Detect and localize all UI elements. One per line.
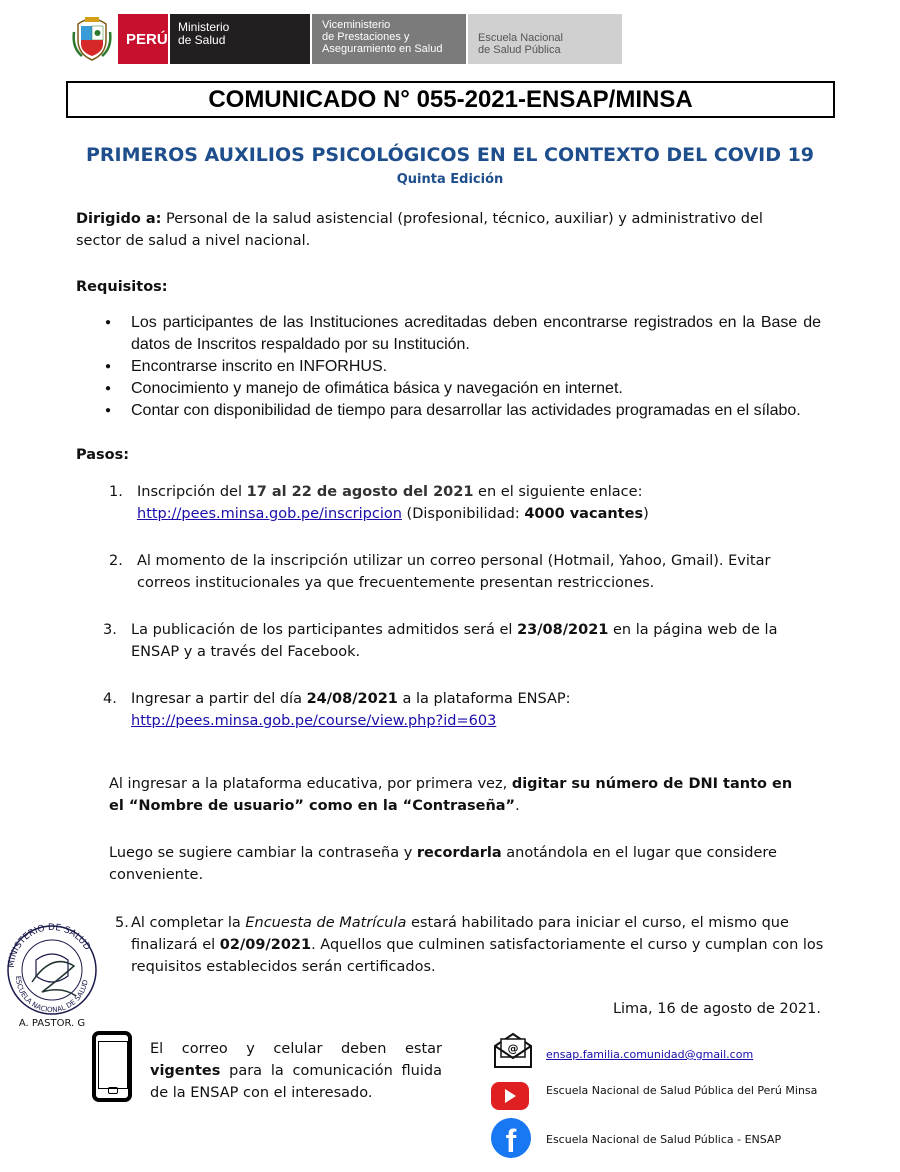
svg-text:MINISTERIO DE SALUD (7, 923, 92, 968)
paso-item-3: 3. La publicación de los participantes admitidos será el 23/08/2021 en la página web de la ENSAP y a través del Facebook. (103, 622, 778, 660)
password-note: Luego se sugiere cambiar la contraseña y recordarla anotándola en el lugar que considere conveniente. (109, 845, 777, 883)
inscripcion-link[interactable]: http://pees.minsa.gob.pe/inscripcion (137, 506, 402, 522)
paso-item-1: 1. Inscripción del 17 al 22 de agosto del 2021 en el siguiente enlace: http://pees.minsa.gob.pe/inscripcion (Disponibilidad: 4000 vacantes) (109, 484, 649, 522)
youtube-channel[interactable]: Escuela Nacional de Salud Pública del Perú Minsa (546, 1084, 818, 1097)
paso-item-5: 5. Al completar la Encuesta de Matrícula estará habilitado para iniciar el curso, el mismo que finalizará el 02/09/2021. Aquellos que culminen satisfactoriamente el curso y cumplan con los requisitos establecidos serán certificados. (115, 915, 824, 975)
youtube-icon (491, 1082, 529, 1110)
facebook-icon: f (491, 1118, 531, 1158)
phone-icon (92, 1031, 132, 1102)
requisito-item: ● Contar con disponibilidad de tiempo para desarrollar las actividades programadas en el sílabo. (105, 402, 801, 419)
escuela-label: Escuela Nacional de Salud Pública (468, 14, 622, 64)
email-icon (492, 1032, 534, 1070)
course-title: PRIMEROS AUXILIOS PSICOLÓGICOS EN EL CONTEXTO DEL COVID 19 (85, 144, 815, 166)
email-link[interactable]: ensap.familia.comunidad@gmail.com (546, 1048, 754, 1061)
peru-label: PERÚ (118, 14, 168, 64)
stamp-ring-top: MINISTERIO DE SALUD (6, 922, 92, 969)
requisito-item: ● Encontrarse inscrito en INFORHUS. (105, 358, 388, 375)
paso-item-2: 2. Al momento de la inscripción utilizar un correo personal (Hotmail, Yahoo, Gmail). Evitar correos institucionales ya que frecuentemente presentan restricciones. (109, 553, 771, 591)
pasos-heading: Pasos: (76, 447, 130, 463)
requisitos-heading: Requisitos: (76, 279, 168, 295)
svg-text:ESCUELA NACIONAL DE SALUD (14, 976, 90, 1015)
requisito-item: ● Conocimiento y manejo de ofimática básica y navegación en internet. (105, 380, 623, 397)
course-link[interactable]: http://pees.minsa.gob.pe/course/view.php?id=603 (131, 713, 497, 729)
ministerio-label: Ministerio de Salud (170, 14, 310, 64)
official-stamp (2, 922, 102, 1030)
stamp-ring-bottom: ESCUELA NACIONAL DE SALUD (13, 975, 90, 1015)
svg-text:@: @ (507, 1042, 519, 1055)
paso-item-4: 4. Ingresar a partir del día 24/08/2021 a la plataforma ENSAP: http://pees.minsa.gob.pe/course/view.php?id=603 (103, 691, 571, 729)
header-banner (72, 14, 622, 64)
stamp-signer: A. PASTOR. G (18, 1018, 86, 1029)
edition-label: Quinta Edición (396, 172, 504, 187)
date-line: Lima, 16 de agosto de 2021. (612, 1001, 821, 1017)
requisito-item: ● Los participantes de las Instituciones acreditadas deben encontrarse registrados en la Base de datos de Inscritos respaldado por su Institución. (105, 314, 821, 353)
facebook-page[interactable]: Escuela Nacional de Salud Pública - ENSAP (546, 1133, 782, 1146)
document-title: COMUNICADO N° 055-2021-ENSAP/MINSA (66, 81, 835, 118)
contact-note: El correo y celular deben estar vigentes para la comunicación fluida de la ENSAP con el interesado. (150, 1041, 442, 1101)
viceministerio-label: Viceministerio de Prestaciones y Aseguramiento en Salud (312, 14, 466, 64)
coat-of-arms-icon (72, 14, 112, 62)
dni-note: Al ingresar a la plataforma educativa, por primera vez, digitar su número de DNI tanto en el “Nombre de usuario” como en la “Contraseña”. (109, 776, 793, 814)
dirigido-paragraph: Dirigido a: Personal de la salud asistencial (profesional, técnico, auxiliar) y administrativo del sector de salud a nivel nacional. (76, 211, 763, 249)
